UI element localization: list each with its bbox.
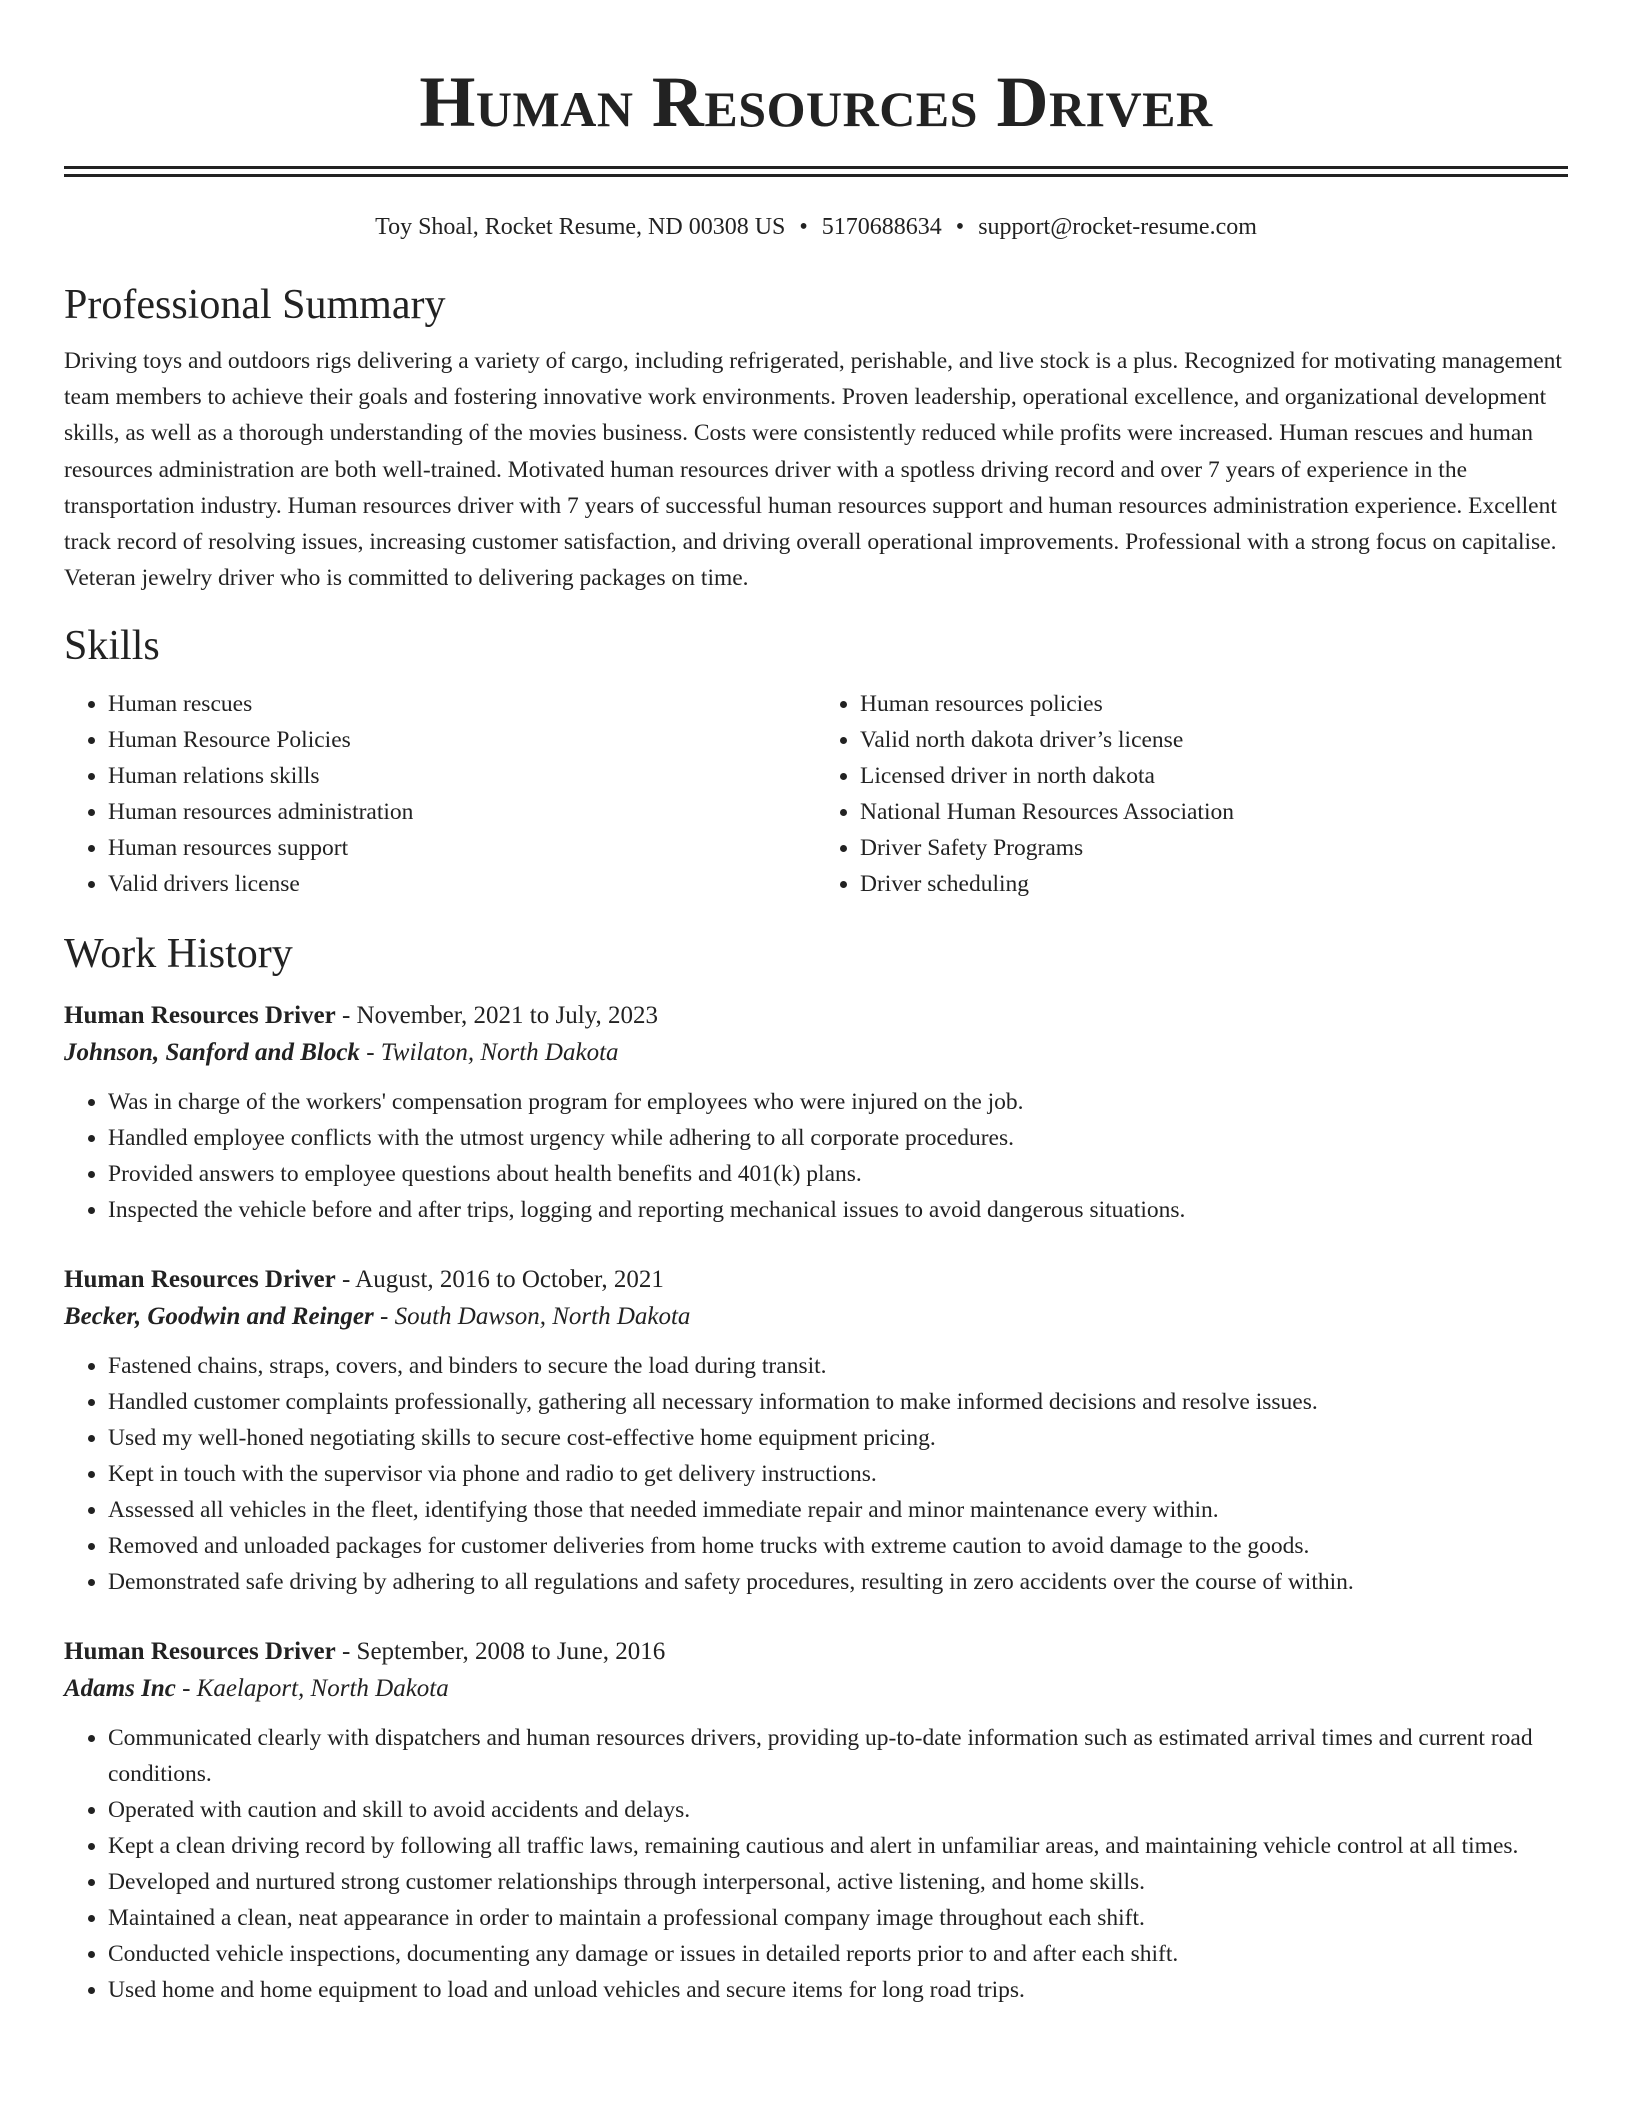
job-bullets: [64, 1720, 1568, 2008]
job-bullet: • Used home and home equipment to load and unload vehicles and secure items for long road trips.: [108, 1972, 1568, 2008]
skills-list-right: [816, 686, 1568, 902]
job-bullet: • Demonstrated safe driving by adhering to all regulations and safety procedures, resulting in zero accidents over the course of within.: [108, 1564, 1568, 1600]
skills-heading: Skills: [64, 623, 160, 670]
job-entry: [64, 1262, 1568, 1600]
job-company-line: [64, 1298, 1568, 1336]
skill-item: • Driver Safety Programs: [860, 830, 1568, 866]
skill-item: • Human relations skills: [108, 758, 816, 794]
skill-item: • Human Resource Policies: [108, 722, 816, 758]
job-bullet: • Inspected the vehicle before and after trips, logging and reporting mechanical issues to avoid dangerous situations.: [108, 1192, 1568, 1228]
job-bullets: [64, 1348, 1568, 1600]
contact-email: support@rocket-resume.com: [978, 214, 1257, 240]
job-bullet: • Fastened chains, straps, covers, and binders to secure the load during transit.: [108, 1348, 1568, 1384]
job-dates: - September, 2008 to June, 2016: [335, 1638, 666, 1666]
job-header: [64, 998, 1568, 1034]
contact-separator: •: [955, 214, 965, 240]
job-bullet: • Removed and unloaded packages for customer deliveries from home trucks with extreme caution to avoid damage to the goods.: [108, 1528, 1568, 1564]
job-bullet: • Operated with caution and skill to avoid accidents and delays.: [108, 1792, 1568, 1828]
summary-heading: Professional Summary: [64, 282, 446, 328]
job-title: Human Resources Driver: [64, 1266, 336, 1294]
job-bullet: • Communicated clearly with dispatchers and human resources drivers, providing up-to-date information such as estimated arrival times and current road conditions.: [108, 1720, 1568, 1792]
contact-separator: •: [799, 214, 808, 240]
job-company-line: [64, 1034, 1568, 1072]
header-divider: [64, 166, 1568, 177]
job-bullet: • Used my well-honed negotiating skills to secure cost-effective home equipment pricing.: [108, 1420, 1568, 1456]
job-bullet: • Maintained a clean, neat appearance in order to maintain a professional company image throughout each shift.: [108, 1900, 1568, 1936]
job-title: Human Resources Driver: [64, 1638, 336, 1666]
job-bullet: • Kept a clean driving record by following all traffic laws, remaining cautious and alert in unfamiliar areas, and maintaining vehicle control at all times.: [108, 1828, 1568, 1864]
job-location: - Twilaton, North Dakota: [359, 1039, 619, 1067]
job-company: Becker, Goodwin and Reinger: [64, 1303, 374, 1331]
contact-address: Toy Shoal, Rocket Resume, ND 00308 US: [375, 214, 786, 240]
job-location: - Kaelaport, North Dakota: [175, 1675, 449, 1703]
job-entry: [64, 1634, 1568, 2008]
skill-item: • Valid drivers license: [108, 866, 816, 902]
skill-item: • Human resources support: [108, 830, 816, 866]
job-company: Johnson, Sanford and Block: [64, 1039, 360, 1067]
job-dates: - August, 2016 to October, 2021: [335, 1266, 664, 1294]
skill-item: • Human rescues: [108, 686, 816, 722]
resume-name: Human Resources Driver: [419, 62, 1213, 142]
skill-item: • Human resources administration: [108, 794, 816, 830]
job-bullet: • Kept in touch with the supervisor via phone and radio to get delivery instructions.: [108, 1456, 1568, 1492]
contact-line: [64, 211, 1568, 243]
work-history-heading: Work History: [64, 931, 293, 978]
job-dates: - November, 2021 to July, 2023: [335, 1002, 659, 1030]
skill-item: • Licensed driver in north dakota: [860, 758, 1568, 794]
skills-grid: [64, 686, 1568, 902]
job-entry: [64, 998, 1568, 1228]
skill-item: • Valid north dakota driver’s license: [860, 722, 1568, 758]
job-title: Human Resources Driver: [64, 1002, 336, 1030]
job-company-line: [64, 1670, 1568, 1708]
job-header: [64, 1262, 1568, 1298]
job-bullet: • Provided answers to employee questions about health benefits and 401(k) plans.: [108, 1156, 1568, 1192]
job-bullet: • Conducted vehicle inspections, documenting any damage or issues in detailed reports prior to and after each shift.: [108, 1936, 1568, 1972]
job-header: [64, 1634, 1568, 1670]
job-bullet: • Developed and nurtured strong customer relationships through interpersonal, active listening, and home skills.: [108, 1864, 1568, 1900]
contact-phone: 5170688634: [821, 214, 942, 240]
job-bullets: [64, 1084, 1568, 1228]
skill-item: • National Human Resources Association: [860, 794, 1568, 830]
skill-item: • Human resources policies: [860, 686, 1568, 722]
job-company: Adams Inc: [64, 1675, 176, 1703]
job-bullet: • Was in charge of the workers' compensation program for employees who were injured on the job.: [108, 1084, 1568, 1120]
job-bullet: • Handled customer complaints professionally, gathering all necessary information to make informed decisions and resolve issues.: [108, 1384, 1568, 1420]
summary-text: Driving toys and outdoors rigs delivering a variety of cargo, including refrigerated, perishable, and live stock is a plus. Recognized for motivating management team members to achieve their goals and fostering innovative work environments. Proven leadership, operational excellence, and organizational development skills, as well as a thorough understanding of the movies business. Costs were consistently reduced while profits were increased. Human rescues and human resources administration are both well-trained. Motivated human resources driver with a spotless driving record and over 7 years of experience in the transportation industry. Human resources driver with 7 years of successful human resources support and human resources administration experience. Excellent track record of resolving issues, increasing customer satisfaction, and driving overall operational improvements. Professional with a strong focus on capitalise. Veteran jewelry driver who is committed to delivering packages on time.: [64, 348, 1562, 592]
job-location: - South Dawson, North Dakota: [373, 1303, 691, 1331]
job-bullet: • Handled employee conflicts with the utmost urgency while adhering to all corporate procedures.: [108, 1120, 1568, 1156]
skill-item: • Driver scheduling: [860, 866, 1568, 902]
job-bullet: • Assessed all vehicles in the fleet, identifying those that needed immediate repair and minor maintenance every within.: [108, 1492, 1568, 1528]
skills-list-left: [64, 686, 816, 902]
